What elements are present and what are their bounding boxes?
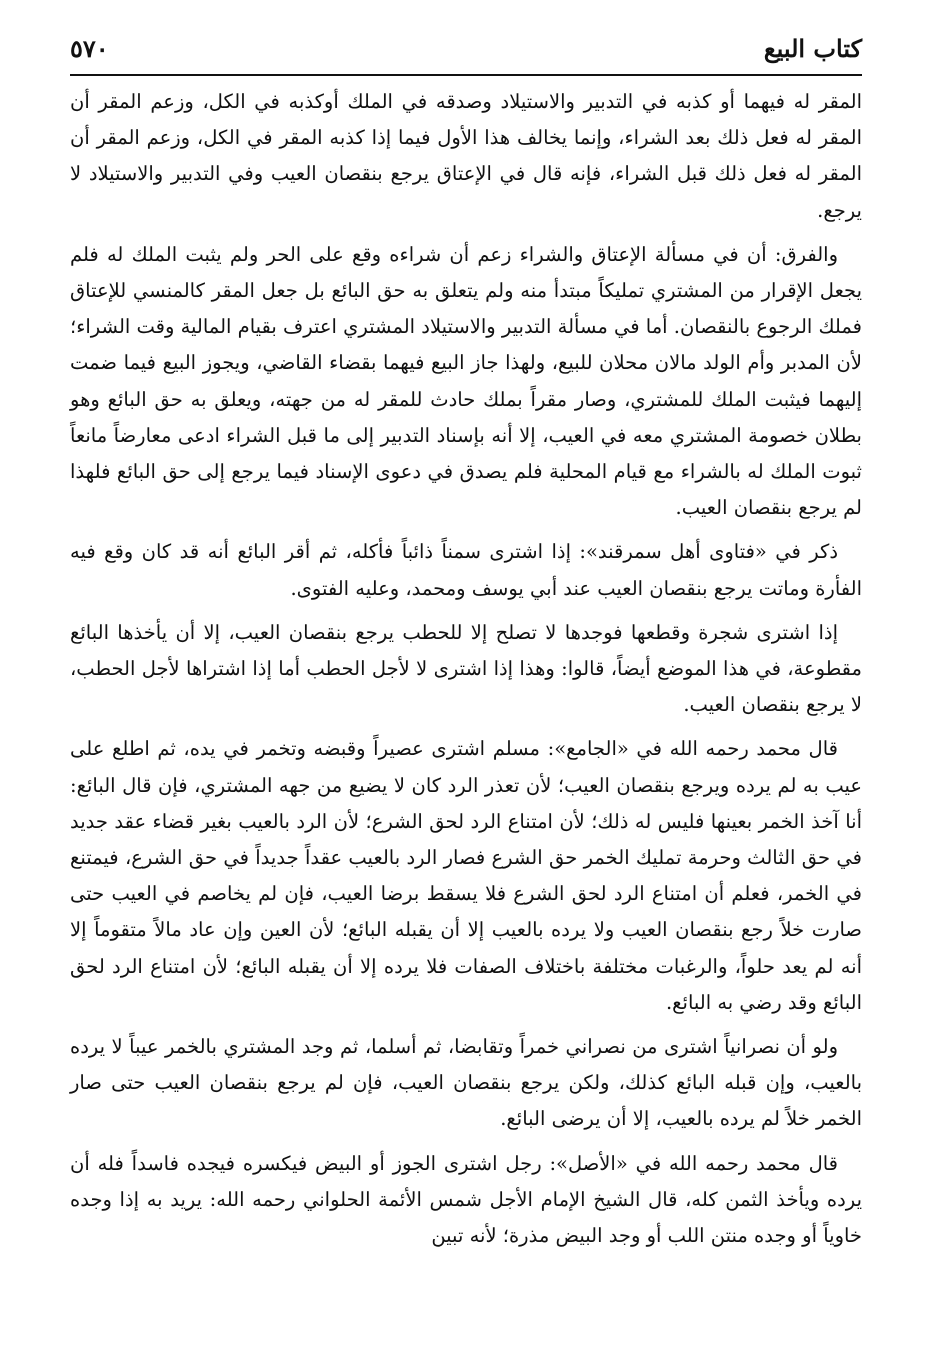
book-title: كتاب البيع	[763, 34, 862, 63]
paragraph-jami-juice: قال محمد رحمه الله في «الجامع»: مسلم اشترى عصيراً وقبضه وتخمر في يده، ثم اطلع على عيب به لم يرده ويرجع بنقصان العيب؛ لأن تعذر الرد كان لا يضيع من جهه المشتري، فإن قال البائع: أنا آخذ الخمر بعينها فليس له ذلك؛ لأن امتناع الرد لحق الشرع؛ لأن الرد بالعيب بغير قضاء عقد جديد في حق الثالث وحرمة تمليك الخمر حق الشرع فصار الرد بالعيب عقداً جديداً في حق الشرع، فيمتنع في الخمر، فعلم أن امتناع الرد لحق الشرع فلا يسقط برضا العيب، فإن لم يخاصم في العيب حتى صارت خلاً رجع بنقصان العيب ولا يرده بالعيب إلا أن يقبله البائع؛ لأن العين وإن عاد مالاً متقوماً إلا أنه لم يعد حلواً، والرغبات مختلفة باختلاف الصفات فلا يرده إلا أن يقبله البائع؛ لأن امتناع الرد لحق البائع وقد رضي به البائع.	[70, 737, 862, 1014]
paragraph-asl-nuts-eggs: قال محمد رحمه الله في «الأصل»: رجل اشترى الجوز أو البيض فيكسره فيجده فاسداً فله أن يرده ويأخذ الثمن كله، قال الشيخ الإمام الأجل شمس الأئمة الحلواني رحمه الله: يريد به إذا وجده خاوياً أو وجده منتن اللب أو وجد البيض مذرة؛ لأنه تبين	[70, 1151, 862, 1248]
paragraph-tree: إذا اشترى شجرة وقطعها فوجدها لا تصلح إلا للحطب يرجع بنقصان العيب، إلا أن يأخذها البائع مقطوعة، في هذا الموضع أيضاً، قالوا: وهذا إذا اشترى لا لأجل الحطب أما إذا اشتراها لأجل الحطب، لا يرجع بنقصان العيب.	[70, 620, 862, 717]
paragraph-difference: والفرق: أن في مسألة الإعتاق والشراء زعم أن شراءه وقع على الحر ولم يثبت الملك له فلم يجعل الإقرار من المشتري تمليكاً مبتدأ منه ولم يتعلق به حق البائع بل جعل المقر كالمنسي للإعتاق فملك الرجوع بالنقصان. أما في مسألة التدبير والاستيلاد المشتري اعترف بقيام المالية وقت الشراء؛ لأن المدبر وأم الولد مالان محلان للبيع، ولهذا جاز البيع فيهما بقضاء القاضي، ويجوز البيع فيما ضمت إليهما فيثبت الملك للمشتري، وصار مقراً بملك حادث للمقر له من جهته، ويعلق به حق البائع وهو بطلان خصومة المشتري معه في العيب، إلا أنه بإسناد التدبير إلى ما قبل الشراء ادعى معارضاً مانعاً ثبوت الملك له بالشراء مع قيام المحلية فلم يصدق في دعوى الإسناد فيما يرجع إلى حق البائع فلهذا لم يرجع بنقصان العيب.	[70, 242, 862, 520]
page-number: ٥٧٠	[70, 34, 109, 63]
page-body	[70, 84, 862, 1254]
paragraph-christian-wine: ولو أن نصرانياً اشترى من نصراني خمراً وتقابضا، ثم أسلما، ثم وجد المشتري بالخمر عيباً لا يرده بالعيب، وإن قبله البائع كذلك، ولكن يرجع بنقصان العيب، فإن لم يرجع بنقصان العيب حتى صار الخمر خلاً لم يرده بالعيب، إلا أن يرضى البائع.	[70, 1035, 862, 1131]
book-page	[70, 30, 862, 1350]
paragraph-continuation: المقر له فيهما أو كذبه في التدبير والاستيلاد وصدقه في الملك أوكذبه في الكل، وزعم المقر أن المقر له فعل ذلك بعد الشراء، وإنما يخالف هذا الأول فيما إذا كذبه المقر في الكل، وزعم المقر أن المقر له فعل ذلك قبل الشراء، فإنه قال في الإعتاق يرجع بنقصان العيب وفي التدبير والاستيلاد لا يرجع.	[70, 90, 862, 222]
paragraph-samarkand-fatwa: ذكر في «فتاوى أهل سمرقند»: إذا اشترى سمناً ذائباً فأكله، ثم أقر البائع أنه قد كان وقع فيه الفأرة وماتت يرجع بنقصان العيب عند أبي يوسف ومحمد، وعليه الفتوى.	[70, 540, 862, 600]
running-head	[70, 30, 862, 76]
